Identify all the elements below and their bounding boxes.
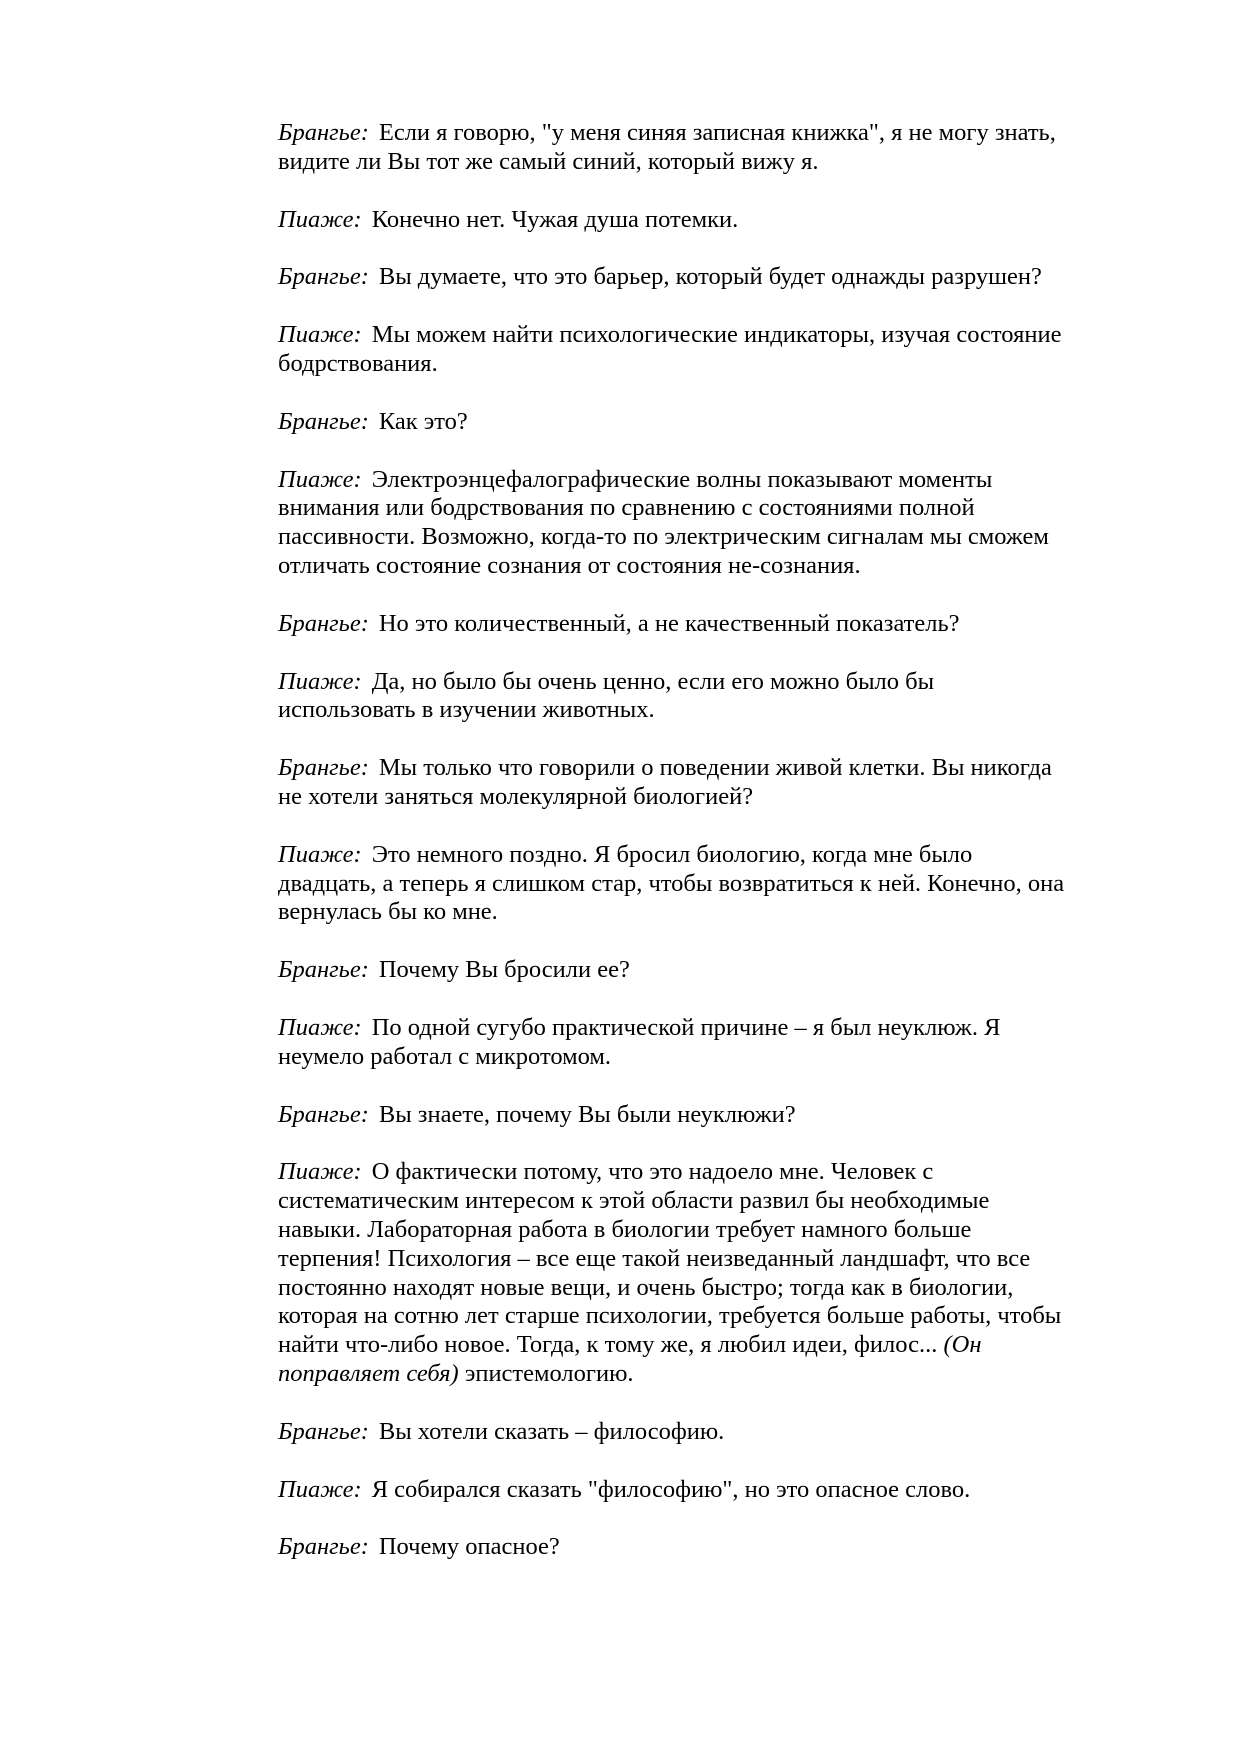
utterance-text: Я собирался сказать "философию", но это опасное слово. [371,1475,971,1503]
speaker-name: Пиаже: [278,205,362,233]
speaker-name: Пиаже: [278,1158,362,1186]
dialogue-paragraph [278,321,1068,379]
speaker-name: Брангье: [278,1533,369,1561]
speaker-name: Пиаже: [278,465,362,493]
speaker-name: Брангье: [278,609,369,637]
utterance-text: Вы знаете, почему Вы были неуклюжи? [378,1100,796,1128]
utterance-text: Это немного поздно. Я бросил биологию, когда мне было двадцать, а теперь я слишком стар, чтобы возвратиться к ней. Конечно, она вернулась бы ко мне. [278,840,1065,926]
utterance-text: Да, но было бы очень ценно, если его можно было бы использовать в изучении животных. [278,667,935,724]
utterance-text: Мы можем найти психологические индикаторы, изучая состояние бодрствования. [278,321,1062,377]
speaker-name: Брангье: [278,1100,369,1128]
utterance-text: Как это? [378,407,468,435]
dialogue-paragraph [278,119,1068,177]
dialogue-paragraph [278,1101,1068,1130]
dialogue-paragraph [278,408,1068,437]
utterance-text: Почему опасное? [378,1533,560,1561]
utterance-text: Если я говорю, "у меня синяя записная книжка", я не могу знать, видите ли Вы тот же самый синий, который вижу я. [278,119,1056,175]
speaker-name: Пиаже: [278,1013,362,1041]
utterance-text: Электроэнцефалографические волны показывают моменты внимания или бодрствования по сравнению с состояниями полной пассивности. Возможно, когда-то по электрическим сигналам мы сможем отличать состояние сознания от состояния не-сознания. [278,465,1049,579]
stage-direction: (Он поправляет себя) [278,1331,982,1387]
utterance-text: эпистемологию. [458,1359,634,1387]
dialogue-paragraph [278,668,1068,726]
utterance-text: Но это количественный, а не качественный показатель? [378,609,960,637]
dialogue-paragraph [278,956,1068,985]
utterance-text: Почему Вы бросили ее? [378,956,630,984]
speaker-name: Пиаже: [278,667,362,695]
dialogue-paragraph [278,263,1068,292]
dialogue-paragraph [278,1476,1068,1505]
utterance-text: Вы думаете, что это барьер, который будет однажды разрушен? [378,263,1042,291]
utterance-text: Вы хотели сказать – философию. [378,1417,725,1445]
dialogue-paragraph [278,610,1068,639]
speaker-name: Брангье: [278,407,369,435]
interview-transcript [278,119,1068,1591]
speaker-name: Пиаже: [278,321,362,349]
speaker-name: Брангье: [278,754,369,782]
dialogue-paragraph [278,1533,1068,1562]
dialogue-paragraph [278,466,1068,581]
utterance-text: Конечно нет. Чужая душа потемки. [371,205,739,233]
speaker-name: Брангье: [278,119,369,146]
utterance-text: Мы только что говорили о поведении живой клетки. Вы никогда не хотели заняться молекулярной биологией? [278,754,1052,810]
speaker-name: Брангье: [278,956,369,984]
dialogue-paragraph [278,1158,1068,1388]
speaker-name: Пиаже: [278,840,362,868]
speaker-name: Пиаже: [278,1475,362,1503]
dialogue-paragraph [278,754,1068,812]
speaker-name: Брангье: [278,1417,369,1445]
dialogue-paragraph [278,1418,1068,1447]
dialogue-paragraph [278,206,1068,235]
dialogue-paragraph [278,1014,1068,1072]
dialogue-paragraph [278,841,1068,927]
utterance-text: По одной сугубо практической причине – я был неуклюж. Я неумело работал с микротомом. [278,1013,1001,1070]
utterance-text: О фактически потому, что это надоело мне. Человек с систематическим интересом к этой области развил бы необходимые навыки. Лабораторная работа в биологии требует намного больше терпения! Психология – все еще такой неизведанный ландшафт, что все постоянно находят новые вещи, и очень быстро; тогда как в биологии, которая на сотню лет старше психологии, требуется больше работы, чтобы найти что-либо новое. Тогда, к тому же, я любил идеи, филос... [278,1158,1062,1359]
speaker-name: Брангье: [278,263,369,291]
